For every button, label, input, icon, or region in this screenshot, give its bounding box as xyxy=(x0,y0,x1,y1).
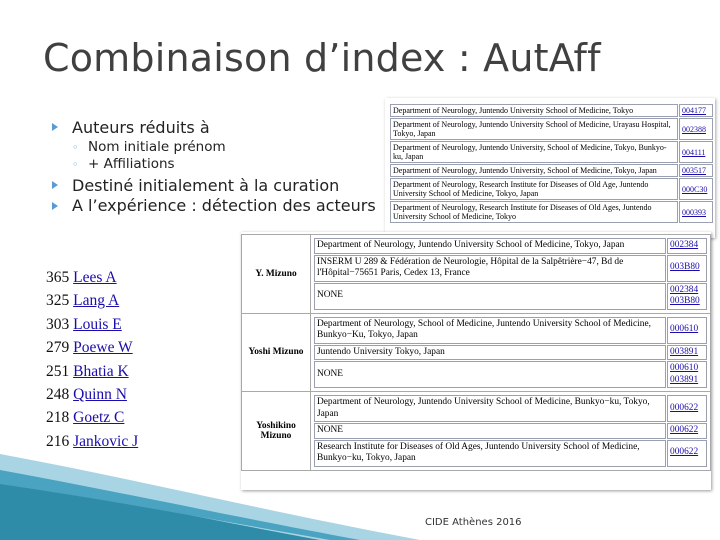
table-row xyxy=(314,255,707,282)
circle-bullet-icon: ◦ xyxy=(72,141,79,154)
author-row xyxy=(46,336,138,359)
affiliation-table-back xyxy=(389,103,714,224)
table-row xyxy=(314,423,707,439)
author-count: 325 xyxy=(46,292,70,310)
author-row xyxy=(46,406,138,429)
affiliation-cell: Department of Neurology, Juntendo University School of Medicine, Bunkyo−ku, Tokyo, Japan xyxy=(314,395,666,422)
author-link[interactable]: Jankovic J xyxy=(73,432,139,450)
bullet-item xyxy=(52,176,392,195)
affiliation-code-link[interactable]: 002384 xyxy=(670,284,699,295)
author-link[interactable]: Bhatia K xyxy=(73,362,129,380)
affiliation-code-link[interactable]: 000622 xyxy=(670,447,699,458)
affiliation-code-link[interactable]: 000610 xyxy=(670,363,699,373)
author-row xyxy=(46,289,138,312)
bullet-text: Destiné initialement à la curation xyxy=(72,176,340,195)
triangle-bullet-icon xyxy=(52,181,58,189)
affiliation-cell: INSERM U 289 & Fédération de Neurologie, Hôpital de la Salpêtrière−47, Bd de l'Hôpital−75651 Paris, Cedex 13, France xyxy=(314,255,666,282)
affiliation-code-link[interactable]: 000C30 xyxy=(679,178,713,200)
affiliation-code-link[interactable]: 002388 xyxy=(679,118,713,140)
author-affiliation-table xyxy=(241,234,711,471)
affiliations-cell xyxy=(311,235,711,314)
author-name-cell: Y. Mizuno xyxy=(242,235,311,314)
author-count: 216 xyxy=(46,432,70,450)
author-link[interactable]: Goetz C xyxy=(73,409,125,427)
bullet-text: A l’expérience : détection des acteurs xyxy=(72,196,376,215)
affiliation-code-cell xyxy=(667,283,707,310)
affiliation-code-link[interactable]: 004111 xyxy=(679,141,713,163)
affiliation-cell: Department of Neurology, Juntendo University, School of Medicine, Tokyo, Japan xyxy=(390,164,678,177)
bullet-item xyxy=(52,118,392,137)
affiliation-code-link[interactable]: 003B80 xyxy=(670,262,700,273)
author-row xyxy=(46,360,138,383)
triangle-bullet-icon xyxy=(52,123,58,131)
footer-text: CIDE Athènes 2016 xyxy=(425,517,522,528)
affiliation-subtable xyxy=(313,237,708,311)
author-row xyxy=(46,383,138,406)
affiliation-code-link[interactable]: 002384 xyxy=(670,240,699,250)
author-group-row xyxy=(242,313,711,392)
author-count: 218 xyxy=(46,409,70,427)
affiliation-code-link[interactable]: 003891 xyxy=(670,346,699,357)
author-count: 365 xyxy=(46,269,70,286)
affiliation-subtable xyxy=(313,316,708,390)
author-name-cell: Yoshikino Mizuno xyxy=(242,392,311,471)
sub-bullet-text: Nom initiale prénom xyxy=(88,139,226,155)
author-link[interactable]: Lang A xyxy=(73,292,120,310)
affiliation-cell: Department of Neurology, Juntendo University School of Medicine, Tokyo xyxy=(390,104,678,117)
affiliation-code-cell xyxy=(667,423,707,439)
affiliation-cell: Research Institute for Diseases of Old Ages, Juntendo University School of Medicine, Bunkyo−ku, Tokyo, Japan xyxy=(314,440,666,467)
affiliation-cell: Juntendo University Tokyo, Japan xyxy=(314,345,666,361)
table-row xyxy=(390,141,713,163)
author-group-row xyxy=(242,235,711,314)
affiliation-code-link[interactable]: 003891 xyxy=(670,374,699,385)
table-row xyxy=(390,118,713,140)
bullet-list xyxy=(52,118,392,216)
affiliation-cell: Department of Neurology, Juntendo University School of Medicine, Urayasu Hospital, Tokyo, Japan xyxy=(390,118,678,140)
author-frequency-list xyxy=(46,266,138,453)
affiliation-cell: Department of Neurology, Juntendo University, School of Medicine, Tokyo, Bunkyo-ku, Japan xyxy=(390,141,678,163)
table-row xyxy=(314,345,707,361)
affiliation-code-link[interactable]: 003B80 xyxy=(670,296,700,306)
slide-title: Combinaison d’index : AutAff xyxy=(43,36,601,80)
author-name-cell: Yoshi Mizuno xyxy=(242,313,311,392)
affiliation-cell: Department of Neurology, Research Institute for Diseases of Old Age, Juntendo University School of Medicine, Tokyo, Japan xyxy=(390,178,678,200)
table-row xyxy=(314,283,707,310)
affiliation-code-cell xyxy=(667,238,707,254)
sub-bullet-item xyxy=(52,156,392,173)
author-count: 303 xyxy=(46,315,70,333)
table-row xyxy=(314,395,707,422)
table-row xyxy=(314,317,707,344)
author-row xyxy=(46,266,138,289)
sub-bullet-text: + Affiliations xyxy=(88,156,175,172)
affiliation-cell: Department of Neurology, School of Medicine, Juntendo University School of Medicine, Bunkyo−Ku, Tokyo, Japan xyxy=(314,317,666,344)
circle-bullet-icon: ◦ xyxy=(72,158,79,171)
table-row xyxy=(390,164,713,177)
affiliation-cell: Department of Neurology, Research Institute for Diseases of Old Ages, Juntendo University School of Medicine, Tokyo xyxy=(390,201,678,223)
affiliation-cell: Department of Neurology, Juntendo University School of Medicine, Tokyo, Japan xyxy=(314,238,666,254)
affiliation-code-cell xyxy=(667,255,707,282)
author-link[interactable]: Poewe W xyxy=(73,339,133,357)
affiliation-code-link[interactable]: 000393 xyxy=(679,201,713,223)
author-count: 248 xyxy=(46,385,70,403)
affiliation-code-link[interactable]: 004177 xyxy=(679,104,713,117)
affiliation-code-cell xyxy=(667,395,707,422)
author-link[interactable]: Quinn N xyxy=(73,385,127,403)
triangle-bullet-icon xyxy=(52,202,58,210)
affiliation-code-link[interactable]: 000622 xyxy=(670,402,699,413)
affiliations-cell xyxy=(311,313,711,392)
author-count: 279 xyxy=(46,339,70,357)
bullet-item xyxy=(52,197,392,214)
affiliation-code-cell xyxy=(667,361,707,388)
affiliation-screenshot-back xyxy=(385,98,715,238)
affiliation-cell: NONE xyxy=(314,361,666,388)
author-link[interactable]: Louis E xyxy=(73,315,122,333)
author-row xyxy=(46,313,138,336)
decorative-swoosh xyxy=(0,440,720,540)
affiliation-code-cell xyxy=(667,317,707,344)
affiliation-code-link[interactable]: 003517 xyxy=(679,164,713,177)
author-link[interactable]: Lees A xyxy=(73,269,117,286)
author-count: 251 xyxy=(46,362,70,380)
table-row xyxy=(390,178,713,200)
sub-bullet-item xyxy=(52,139,392,156)
table-row xyxy=(390,201,713,223)
affiliation-code-link[interactable]: 000622 xyxy=(670,425,699,435)
bullet-text: Auteurs réduits à xyxy=(72,118,210,137)
table-row xyxy=(314,361,707,388)
affiliation-cell: NONE xyxy=(314,423,666,439)
table-row xyxy=(314,238,707,254)
table-row xyxy=(390,104,713,117)
affiliation-cell: NONE xyxy=(314,283,666,310)
affiliation-code-cell xyxy=(667,345,707,361)
affiliation-code-link[interactable]: 000610 xyxy=(670,324,699,335)
